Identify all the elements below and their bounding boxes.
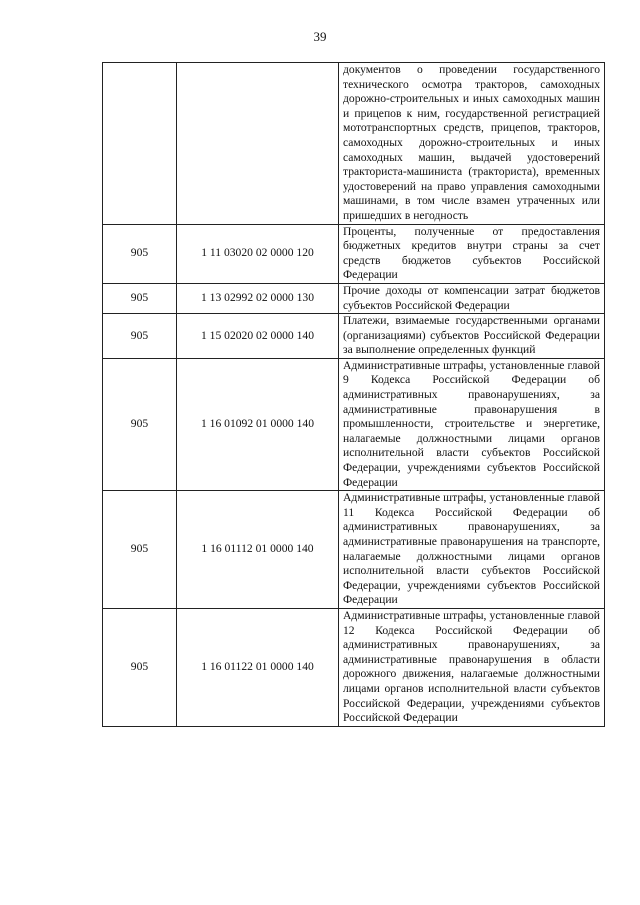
table-row bbox=[103, 224, 605, 283]
description-cell: Административные штрафы, установленные главой 9 Кодекса Российской Федерации об административных правонарушениях, за административные правонарушения в промышленности, строительстве и энергетике, налагаемые должностными лицами органов исполнительной власти субъектов Российской Федерации, учреждениями субъектов Российской Федерации bbox=[339, 358, 605, 490]
admin-code-cell: 905 bbox=[103, 358, 177, 490]
table-row bbox=[103, 314, 605, 359]
table-row bbox=[103, 283, 605, 313]
kbk-code-cell bbox=[177, 63, 339, 225]
admin-code-cell: 905 bbox=[103, 224, 177, 283]
kbk-code-cell: 1 13 02992 02 0000 130 bbox=[177, 283, 339, 313]
kbk-code-cell: 1 16 01092 01 0000 140 bbox=[177, 358, 339, 490]
description-cell: Прочие доходы от компенсации затрат бюджетов субъектов Российской Федерации bbox=[339, 283, 605, 313]
kbk-code-cell: 1 16 01122 01 0000 140 bbox=[177, 608, 339, 726]
kbk-code-cell: 1 11 03020 02 0000 120 bbox=[177, 224, 339, 283]
kbk-code-cell: 1 15 02020 02 0000 140 bbox=[177, 314, 339, 359]
admin-code-cell: 905 bbox=[103, 314, 177, 359]
page-number: 39 bbox=[313, 29, 327, 44]
description-cell: Административные штрафы, установленные главой 12 Кодекса Российской Федерации об административных правонарушениях, за административные правонарушения в области дорожного движения, налагаемые должностными лицами органов исполнительной власти субъектов Российской Федерации, учреждениями субъектов Российской Федерации bbox=[339, 608, 605, 726]
table-row bbox=[103, 608, 605, 726]
revenue-code-table bbox=[102, 62, 605, 727]
admin-code-cell: 905 bbox=[103, 608, 177, 726]
admin-code-cell bbox=[103, 63, 177, 225]
admin-code-cell: 905 bbox=[103, 491, 177, 609]
table-row bbox=[103, 491, 605, 609]
table-row bbox=[103, 63, 605, 225]
description-cell: документов о проведении государственного технического осмотра тракторов, самоходных дорожно-строительных и иных самоходных машин и прицепов к ним, государственной регистрацией мототранспортных средств, прицепов, тракторов, самоходных дорожно-строительных и иных самоходных машин, выдачей удостоверений тракториста-машиниста (тракториста), временных удостоверений на право управления самоходными машинами, в том числе взамен утраченных или пришедших в негодность bbox=[339, 63, 605, 225]
table-row bbox=[103, 358, 605, 490]
kbk-code-cell: 1 16 01112 01 0000 140 bbox=[177, 491, 339, 609]
description-cell: Проценты, полученные от предоставления бюджетных кредитов внутри страны за счет средств бюджетов субъектов Российской Федерации bbox=[339, 224, 605, 283]
description-cell: Платежи, взимаемые государственными органами (организациями) субъектов Российской Федерации за выполнение определенных функций bbox=[339, 314, 605, 359]
admin-code-cell: 905 bbox=[103, 283, 177, 313]
description-cell: Административные штрафы, установленные главой 11 Кодекса Российской Федерации об административных правонарушениях, за административные правонарушения на транспорте, налагаемые должностными лицами органов исполнительной власти субъектов Российской Федерации, учреждениями субъектов Российской Федерации bbox=[339, 491, 605, 609]
